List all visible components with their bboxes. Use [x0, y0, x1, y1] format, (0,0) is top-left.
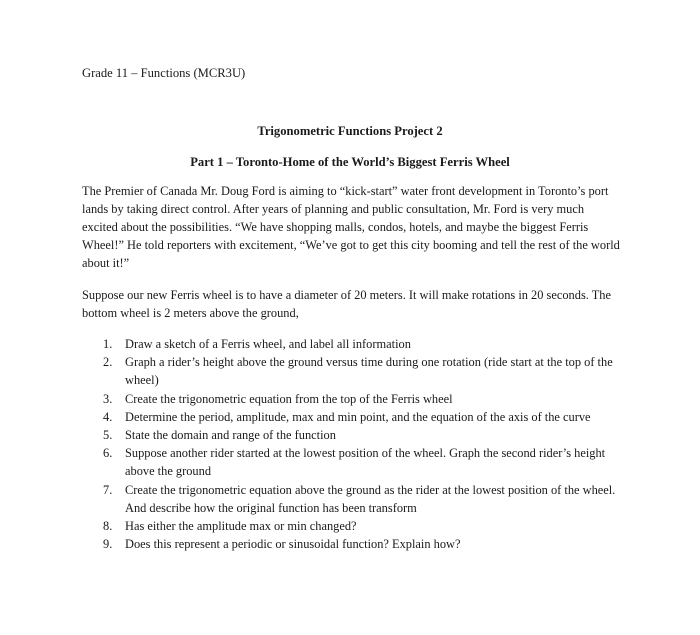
intro-paragraph: The Premier of Canada Mr. Doug Ford is aiming to “kick-start” water front development in Toronto’s port lands by taking direct control. After years of planning and public consultation, Mr. Ford is very much excited about the possibilities. “We have shopping malls, condos, hotels, and maybe the biggest Ferris Wheel!” He told reporters with excitement, “We’ve got to get this city booming and tell the rest of the world about it!”	[82, 184, 620, 270]
question-text: Determine the period, amplitude, max and min point, and the equation of the axis of the curve	[125, 409, 591, 424]
problem-paragraph: Suppose our new Ferris wheel is to have a diameter of 20 meters. It will make rotations in 20 seconds. The bottom wheel is 2 meters above the ground,	[82, 288, 612, 320]
question-number: 1.	[103, 337, 113, 351]
question-text: Has either the amplitude max or min changed?	[125, 519, 357, 534]
question-text: Create the trigonometric equation above the ground as the rider at the lowest position of the wheel. And describe how the original function has been transform	[125, 482, 616, 515]
question-text: State the domain and range of the function	[125, 428, 336, 443]
part-title: Part 1 – Toronto-Home of the World’s Biggest Ferris Wheel	[190, 155, 510, 169]
question-number: 7.	[103, 482, 113, 497]
question-text: Does this represent a periodic or sinusoidal function? Explain how?	[125, 537, 461, 552]
question-number: 5.	[103, 428, 113, 443]
question-number: 9.	[103, 537, 113, 552]
question-item	[82, 390, 622, 408]
question-item	[82, 444, 622, 480]
question-number: 6.	[103, 446, 113, 461]
question-item	[82, 408, 622, 426]
question-list	[82, 335, 622, 553]
question-text: Create the trigonometric equation from the top of the Ferris wheel	[125, 391, 453, 406]
question-item	[82, 517, 622, 535]
course-header: Grade 11 – Functions (MCR3U)	[82, 66, 246, 80]
question-number: 4.	[103, 409, 113, 424]
question-item	[82, 535, 622, 553]
question-item	[82, 335, 622, 353]
question-item	[82, 353, 622, 389]
question-text: Suppose another rider started at the lowest position of the wheel. Graph the second rider’s height above the ground	[125, 446, 606, 479]
question-text: Draw a sketch of a Ferris wheel, and label all information	[125, 337, 411, 351]
question-number: 8.	[103, 519, 113, 534]
project-title: Trigonometric Functions Project 2	[257, 124, 443, 138]
question-item	[82, 426, 622, 444]
question-item	[82, 481, 622, 517]
question-number: 2.	[103, 355, 113, 370]
question-number: 3.	[103, 391, 113, 406]
question-text: Graph a rider’s height above the ground versus time during one rotation (ride start at the top of the wheel)	[125, 355, 613, 388]
